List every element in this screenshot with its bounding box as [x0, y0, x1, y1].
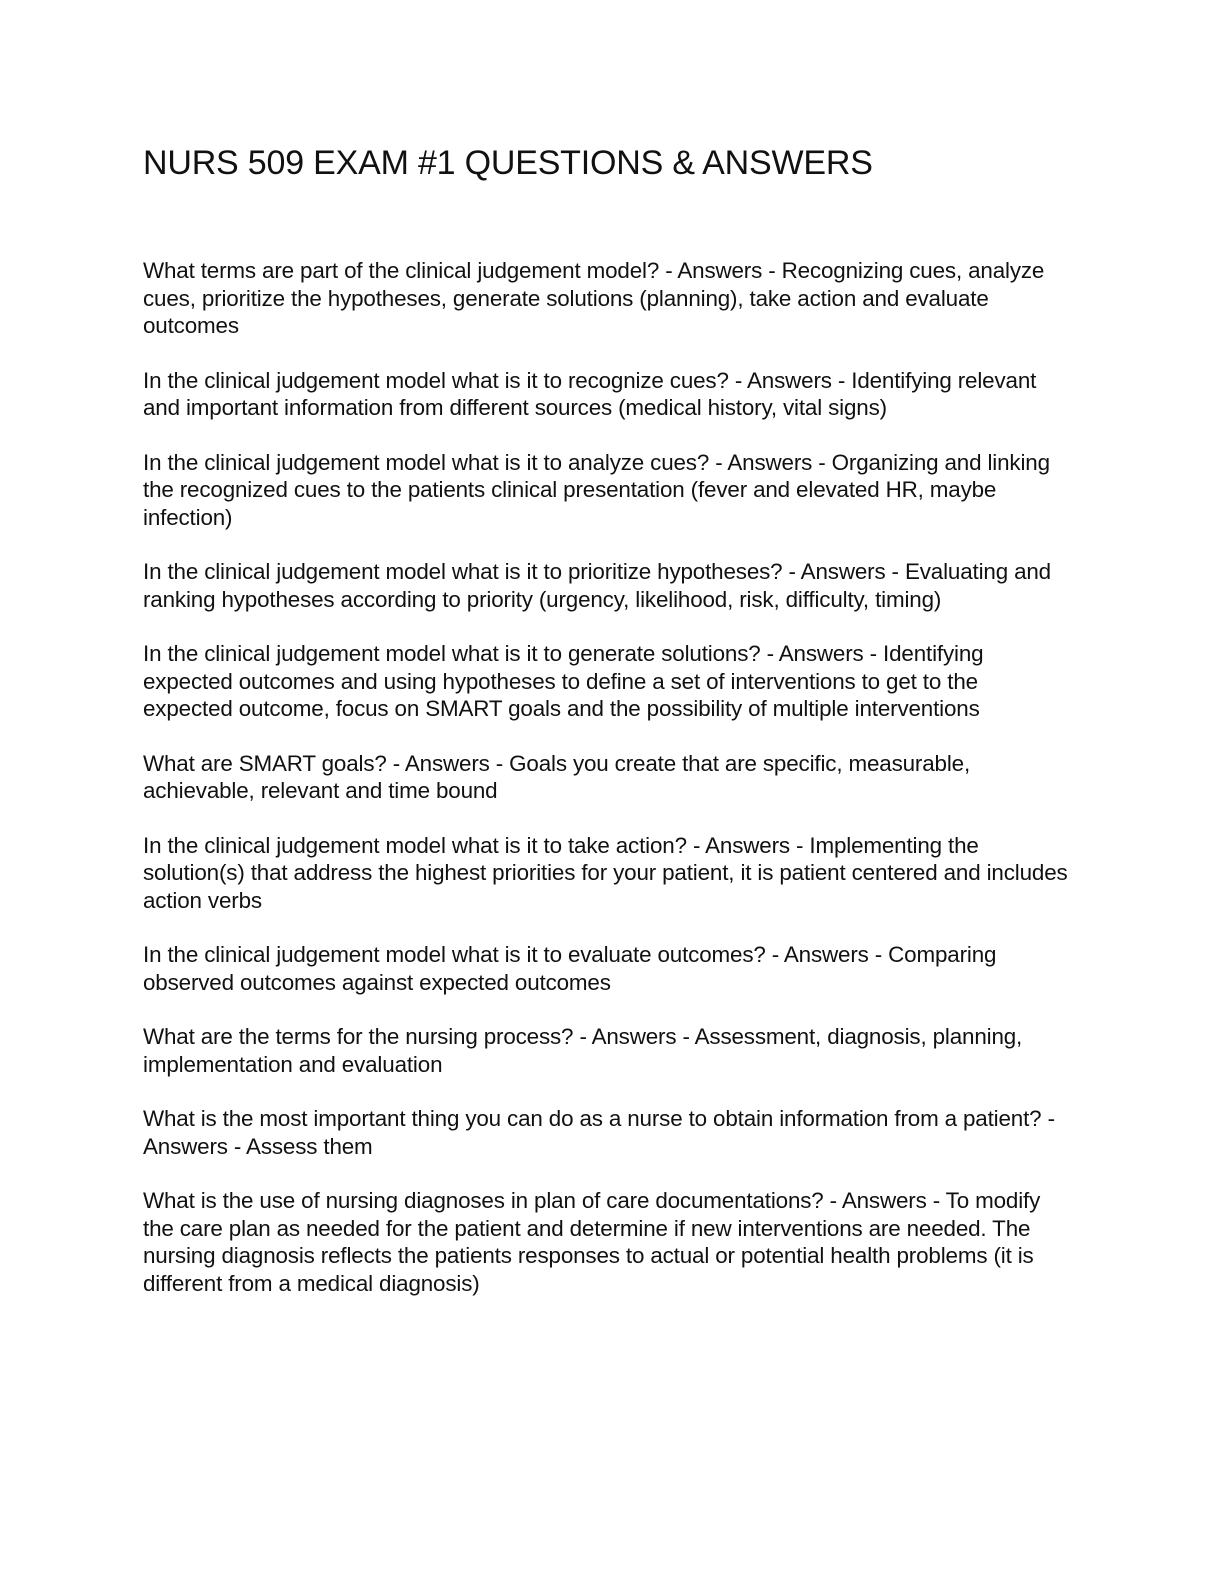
qa-item	[143, 1187, 1068, 1297]
answer-text: Identifying relevant and important information from different sources (medical history, vital signs)	[143, 367, 1037, 420]
answer-text: Implementing the solution(s) that address the highest priorities for your patient, it is patient centered and includes action verbs	[143, 832, 1068, 913]
answer-separator: - Answers -	[765, 942, 889, 967]
answer-text: Organizing and linking the recognized cues to the patients clinical presentation (fever and elevated HR, maybe infection)	[143, 449, 1050, 530]
answer-separator: - Answers -	[386, 750, 510, 776]
answer-text: To modify the care plan as needed for the patient and determine if new interventions are needed. The nursing diagnosis reflects the patients responses to actual or potential health problems (it is different from a medical diagnosis)	[143, 1188, 1041, 1296]
question-text: In the clinical judgement model what is it to recognize cues?	[143, 367, 729, 393]
answer-separator: - Answers -	[782, 559, 905, 584]
qa-item	[143, 449, 1068, 532]
answer-separator: - Answers -	[709, 449, 832, 475]
question-text: What is the use of nursing diagnoses in plan of care documentations?	[143, 1188, 824, 1213]
question-text: In the clinical judgement model what is it to prioritize hypotheses?	[143, 559, 783, 584]
answer-text: Identifying expected outcomes and using hypotheses to define a set of interventions to get to the expected outcome, focus on SMART goals and the possibility of multiple interventions	[143, 641, 984, 721]
question-text: What are SMART goals?	[143, 750, 387, 776]
answer-separator: - Answers -	[573, 1024, 695, 1049]
answer-separator: - Answers -	[686, 832, 810, 858]
answer-text: Goals you create that are specific, measurable, achievable, relevant and time bound	[143, 750, 971, 803]
qa-item	[143, 941, 1068, 996]
answer-text: Recognizing cues, analyze cues, prioritize the hypotheses, generate solutions (planning), take action and evaluate outcomes	[143, 258, 1045, 338]
question-text: In the clinical judgement model what is it to take action?	[143, 832, 687, 858]
answer-text: Assessment, diagnosis, planning, implementation and evaluation	[143, 1024, 1023, 1077]
qa-item	[143, 367, 1068, 422]
answer-text: Assess them	[246, 1133, 373, 1159]
page-title: NURS 509 EXAM #1 QUESTIONS & ANSWERS	[143, 144, 873, 182]
qa-item	[143, 750, 1068, 805]
answer-separator: - Answers -	[823, 1188, 946, 1213]
question-text: In the clinical judgement model what is it to evaluate outcomes?	[143, 942, 766, 967]
question-text: What terms are part of the clinical judgement model?	[143, 258, 660, 283]
answer-text: Evaluating and ranking hypotheses according to priority (urgency, likelihood, risk, difficulty, timing)	[143, 559, 1051, 612]
qa-list	[143, 257, 1068, 1324]
qa-item	[143, 1023, 1068, 1078]
answer-separator: - Answers -	[659, 258, 782, 283]
answer-separator: - Answers -	[760, 641, 884, 666]
qa-item	[143, 832, 1068, 915]
question-text: In the clinical judgement model what is it to generate solutions?	[143, 641, 761, 666]
answer-separator: - Answers -	[143, 1106, 1055, 1159]
question-text: In the clinical judgement model what is it to analyze cues?	[143, 449, 710, 475]
question-text: What is the most important thing you can do as a nurse to obtain information from a patient?	[143, 1106, 1042, 1131]
qa-item	[143, 640, 1068, 723]
qa-item	[143, 558, 1068, 613]
qa-item	[143, 257, 1068, 340]
question-text: What are the terms for the nursing process?	[143, 1024, 574, 1049]
answer-text: Comparing observed outcomes against expected outcomes	[143, 942, 997, 995]
qa-item	[143, 1105, 1068, 1160]
answer-separator: - Answers -	[728, 367, 852, 393]
